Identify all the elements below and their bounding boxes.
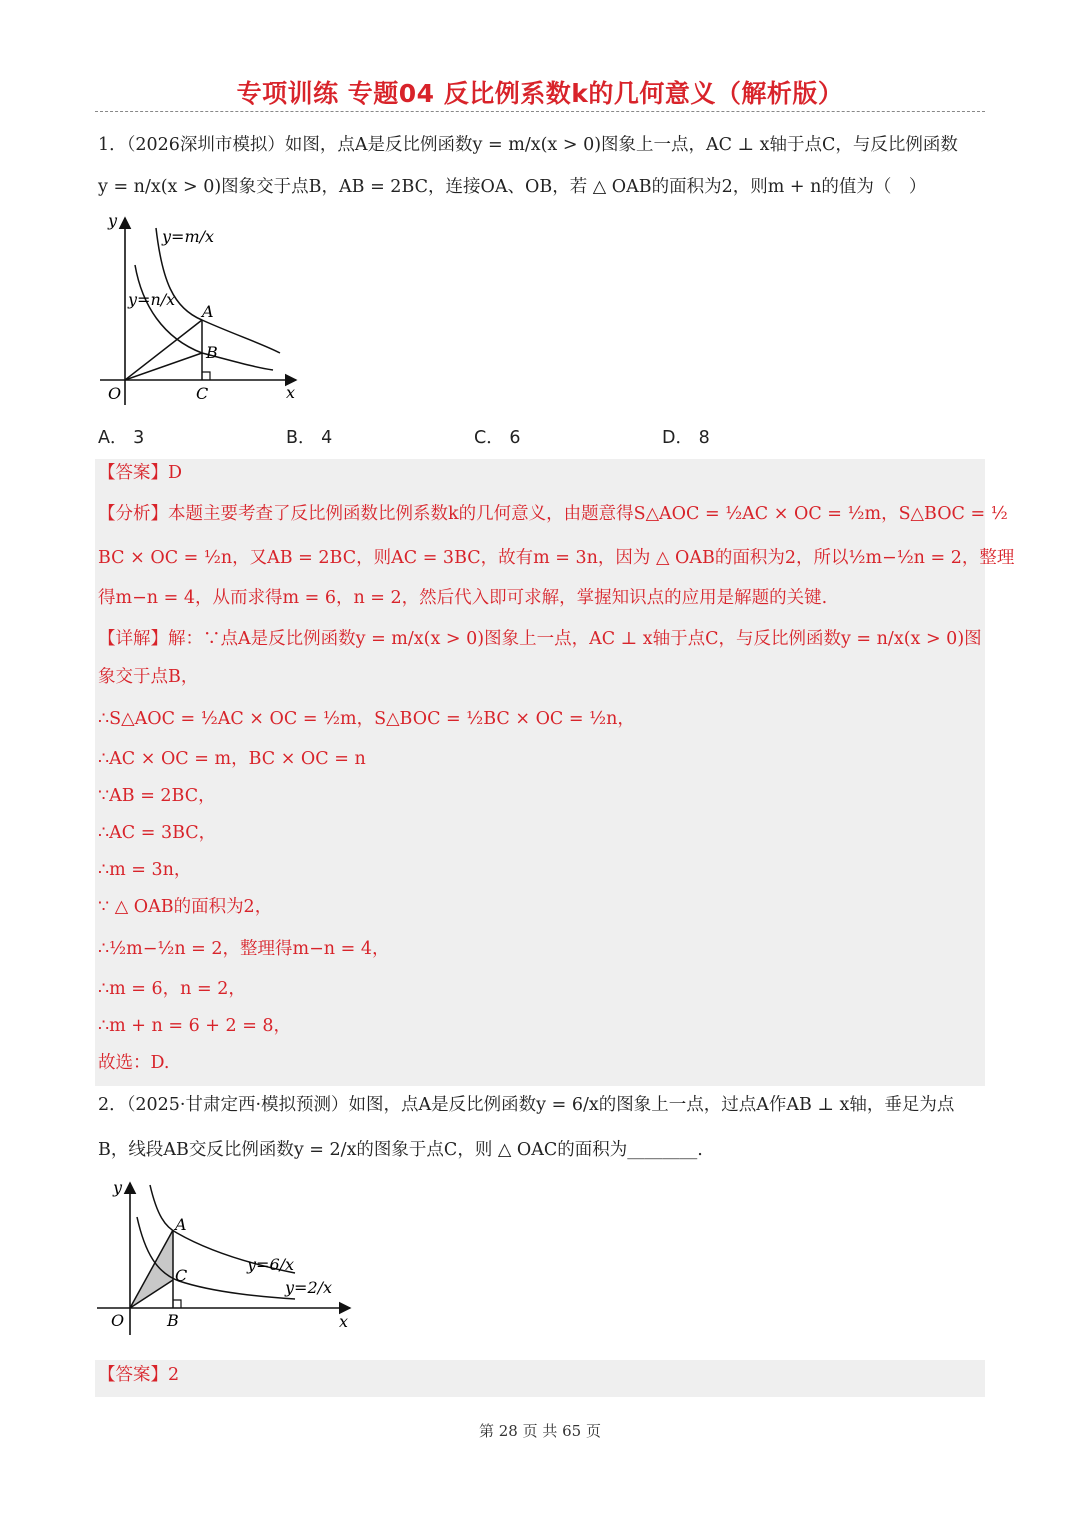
q1-label-curve-n: y=n/x bbox=[128, 290, 176, 309]
title-divider bbox=[95, 111, 985, 112]
q1-stem-line-1: 1．（2026深圳市模拟）如图，点A是反比例函数y = m/x(x > 0)图象上一点，AC ⊥ x轴于点C，与反比例函数 bbox=[98, 135, 958, 155]
q1-label-C: C bbox=[196, 384, 209, 403]
q2-figure bbox=[95, 1175, 360, 1340]
q1-option-c[interactable]: C． 6 bbox=[474, 428, 521, 448]
q1-detail-line-5: ∵AB = 2BC， bbox=[98, 786, 216, 806]
q1-detail-line-4: ∴AC × OC = m，BC × OC = n bbox=[98, 749, 366, 769]
q1-stem-line-2: y = n/x(x > 0)图象交于点B，AB = 2BC，连接OA、OB，若 △ OAB的面积为2，则m + n的值为（ ） bbox=[98, 177, 927, 197]
q2-stem-line-1: 2．（2025·甘肃定西·模拟预测）如图，点A是反比例函数y = 6/x的图象上一点，过点A作AB ⊥ x轴，垂足为点 bbox=[98, 1095, 955, 1115]
q1-detail-line-6: ∴AC = 3BC， bbox=[98, 823, 217, 843]
q1-right-angle-mark bbox=[202, 372, 210, 380]
q1-option-d[interactable]: D． 8 bbox=[662, 428, 710, 448]
q1-analysis-line-2: BC × OC = ½n，又AB = 2BC，则AC = 3BC，故有m = 3n，因为 △ OAB的面积为2，所以½m−½n = 2，整理 bbox=[98, 548, 1015, 568]
q2-right-angle-mark bbox=[173, 1300, 181, 1308]
q2-label-B: B bbox=[167, 1311, 179, 1330]
q1-label-x: x bbox=[286, 383, 296, 402]
page-title: 专项训练 专题04 反比例系数k的几何意义（解析版） bbox=[236, 79, 844, 108]
q1-detail-line-12: 故选：D. bbox=[98, 1053, 170, 1073]
q2-label-curve-6: y=6/x bbox=[247, 1255, 295, 1274]
q1-option-a[interactable]: A． 3 bbox=[98, 428, 145, 448]
q1-label-O: O bbox=[108, 384, 122, 403]
q1-detail-line-2: 象交于点B， bbox=[98, 667, 199, 687]
q1-detail-line-8: ∵ △ OAB的面积为2， bbox=[98, 897, 273, 917]
q1-option-b[interactable]: B． 4 bbox=[286, 428, 333, 448]
q1-label-A: A bbox=[202, 302, 214, 321]
q1-detail-line-10: ∴m = 6，n = 2， bbox=[98, 979, 246, 999]
q2-label-y: y bbox=[113, 1178, 123, 1197]
q1-segment-OB bbox=[125, 353, 202, 380]
q2-label-O: O bbox=[111, 1311, 125, 1330]
q1-analysis-line-1: 【分析】本题主要考查了反比例函数比例系数k的几何意义，由题意得S△AOC = ½AC × OC = ½m，S△BOC = ½ bbox=[98, 504, 1008, 524]
q1-label-B: B bbox=[206, 343, 218, 362]
q2-answer-box bbox=[95, 1360, 985, 1397]
page-footer: 第 28 页 共 65 页 bbox=[478, 1422, 601, 1440]
q1-label-y: y bbox=[108, 211, 118, 230]
q1-detail-line-11: ∴m + n = 6 + 2 = 8， bbox=[98, 1016, 292, 1036]
q1-detail-line-9: ∴½m−½n = 2，整理得m−n = 4， bbox=[98, 939, 390, 959]
q1-label-curve-m: y=m/x bbox=[162, 227, 215, 246]
q2-label-C: C bbox=[175, 1266, 188, 1285]
q2-answer: 【答案】2 bbox=[98, 1365, 180, 1385]
q1-detail-line-7: ∴m = 3n， bbox=[98, 860, 192, 880]
q1-figure bbox=[98, 210, 308, 410]
q2-label-A: A bbox=[175, 1215, 187, 1234]
q1-segment-OA bbox=[125, 320, 202, 380]
q1-detail-line-3: ∴S△AOC = ½AC × OC = ½m，S△BOC = ½BC × OC = ½n， bbox=[98, 709, 635, 729]
q2-label-curve-2: y=2/x bbox=[285, 1278, 333, 1297]
q1-answer: 【答案】D bbox=[98, 463, 183, 483]
q1-analysis-line-3: 得m−n = 4，从而求得m = 6，n = 2，然后代入即可求解，掌握知识点的应用是解题的关键. bbox=[98, 588, 828, 608]
q2-stem-line-2: B，线段AB交反比例函数y = 2/x的图象于点C，则 △ OAC的面积为________. bbox=[98, 1140, 703, 1160]
q2-label-x: x bbox=[339, 1312, 349, 1331]
q1-detail-line-1: 【详解】解：∵点A是反比例函数y = m/x(x > 0)图象上一点，AC ⊥ x轴于点C，与反比例函数y = n/x(x > 0)图 bbox=[98, 629, 982, 649]
